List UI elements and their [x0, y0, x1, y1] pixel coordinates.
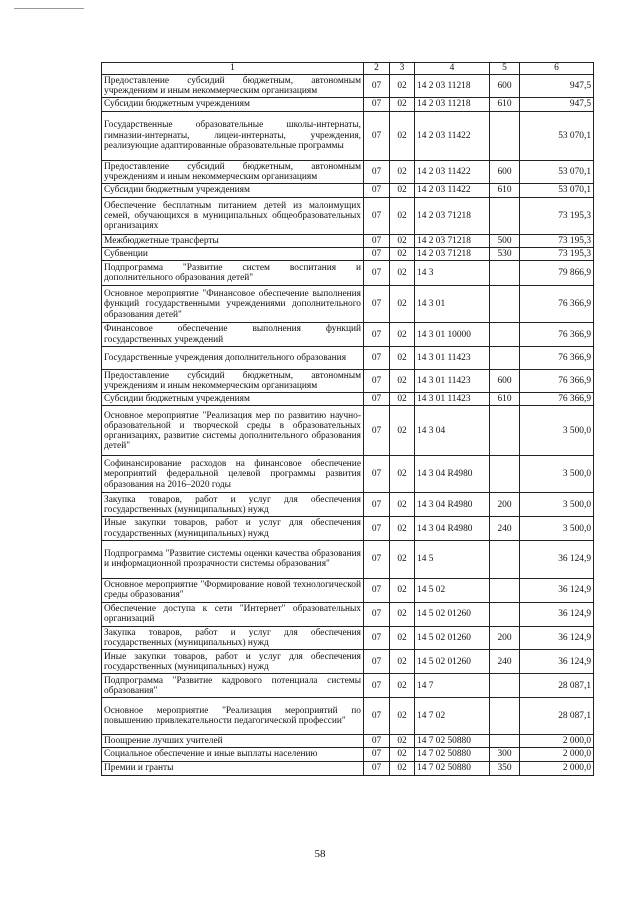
row-name-cell: Субсидии бюджетным учреждениям	[102, 393, 364, 406]
row-amount-cell: 3 500,0	[520, 456, 594, 493]
row-expense-type-cell	[490, 735, 520, 748]
row-target-article-cell: 14 5	[415, 540, 490, 578]
row-expense-type-cell: 610	[490, 98, 520, 111]
row-target-article-cell: 14 2 03 71218	[415, 235, 490, 248]
row-subsection-cell: 02	[390, 735, 415, 748]
row-name-cell: Иные закупки товаров, работ и услуг для обеспечения государственных (муниципальных) нужд	[102, 517, 364, 540]
table-row	[102, 198, 594, 235]
row-amount-cell: 28 087,1	[520, 674, 594, 698]
row-amount-cell: 36 124,9	[520, 540, 594, 578]
row-target-article-cell: 14 7 02 50880	[415, 748, 490, 761]
header-col-5: 5	[490, 63, 520, 75]
row-expense-type-cell: 600	[490, 369, 520, 392]
table-row	[102, 748, 594, 761]
row-section-cell: 07	[364, 650, 390, 674]
row-subsection-cell: 02	[390, 748, 415, 761]
row-target-article-cell: 14 2 03 71218	[415, 248, 490, 261]
row-amount-cell: 947,5	[520, 75, 594, 98]
row-expense-type-cell	[490, 602, 520, 626]
row-section-cell: 07	[364, 248, 390, 261]
row-expense-type-cell: 300	[490, 748, 520, 761]
row-expense-type-cell: 600	[490, 160, 520, 183]
row-amount-cell: 2 000,0	[520, 735, 594, 748]
row-amount-cell: 76 366,9	[520, 369, 594, 392]
table-row	[102, 578, 594, 602]
row-amount-cell: 3 500,0	[520, 406, 594, 456]
row-amount-cell: 2 000,0	[520, 761, 594, 775]
table-row	[102, 248, 594, 261]
table-row	[102, 323, 594, 346]
row-target-article-cell: 14 3 01 11423	[415, 393, 490, 406]
row-name-cell: Основное мероприятие "Финансовое обеспечение выполнения функций государственными учреждениями дополнительного образования детей"	[102, 286, 364, 323]
row-expense-type-cell	[490, 674, 520, 698]
row-section-cell: 07	[364, 748, 390, 761]
row-name-cell: Основное мероприятие "Формирование новой технологической среды образования"	[102, 578, 364, 602]
row-target-article-cell: 14 5 02	[415, 578, 490, 602]
header-col-1: 1	[102, 63, 364, 75]
row-target-article-cell: 14 7 02	[415, 698, 490, 735]
row-target-article-cell: 14 7 02 50880	[415, 761, 490, 775]
table-row	[102, 75, 594, 98]
table-row	[102, 650, 594, 674]
row-section-cell: 07	[364, 626, 390, 649]
table-row	[102, 674, 594, 698]
row-section-cell: 07	[364, 235, 390, 248]
table-row	[102, 761, 594, 775]
row-subsection-cell: 02	[390, 323, 415, 346]
row-name-cell: Субсидии бюджетным учреждениям	[102, 184, 364, 198]
table-row	[102, 261, 594, 286]
table-row	[102, 346, 594, 369]
row-section-cell: 07	[364, 346, 390, 369]
row-expense-type-cell	[490, 198, 520, 235]
row-amount-cell: 36 124,9	[520, 578, 594, 602]
row-expense-type-cell: 600	[490, 75, 520, 98]
row-subsection-cell: 02	[390, 369, 415, 392]
row-amount-cell: 73 195,3	[520, 248, 594, 261]
table-row	[102, 393, 594, 406]
row-amount-cell: 947,5	[520, 98, 594, 111]
row-expense-type-cell: 500	[490, 235, 520, 248]
row-subsection-cell: 02	[390, 184, 415, 198]
row-amount-cell: 73 195,3	[520, 198, 594, 235]
row-subsection-cell: 02	[390, 761, 415, 775]
row-subsection-cell: 02	[390, 286, 415, 323]
row-name-cell: Межбюджетные трансферты	[102, 235, 364, 248]
row-amount-cell: 28 087,1	[520, 698, 594, 735]
row-subsection-cell: 02	[390, 248, 415, 261]
row-name-cell: Подпрограмма "Развитие систем воспитания и дополнительного образования детей"	[102, 261, 364, 286]
row-subsection-cell: 02	[390, 698, 415, 735]
row-section-cell: 07	[364, 98, 390, 111]
row-section-cell: 07	[364, 578, 390, 602]
row-subsection-cell: 02	[390, 650, 415, 674]
row-expense-type-cell	[490, 578, 520, 602]
row-target-article-cell: 14 3 04 R4980	[415, 493, 490, 517]
row-section-cell: 07	[364, 493, 390, 517]
row-section-cell: 07	[364, 323, 390, 346]
table-row	[102, 698, 594, 735]
row-section-cell: 07	[364, 393, 390, 406]
row-target-article-cell: 14 3 01 11423	[415, 369, 490, 392]
row-amount-cell: 76 366,9	[520, 323, 594, 346]
row-subsection-cell: 02	[390, 674, 415, 698]
row-section-cell: 07	[364, 111, 390, 160]
row-amount-cell: 73 195,3	[520, 235, 594, 248]
row-subsection-cell: 02	[390, 75, 415, 98]
row-target-article-cell: 14 3 01	[415, 286, 490, 323]
row-target-article-cell: 14 5 02 01260	[415, 650, 490, 674]
row-target-article-cell: 14 5 02 01260	[415, 602, 490, 626]
row-target-article-cell: 14 3 04 R4980	[415, 517, 490, 540]
row-target-article-cell: 14 2 03 11218	[415, 98, 490, 111]
table-row	[102, 111, 594, 160]
header-col-2: 2	[364, 63, 390, 75]
row-amount-cell: 3 500,0	[520, 493, 594, 517]
row-name-cell: Государственные образовательные школы-интернаты, гимназии-интернаты, лицеи-интернаты, учреждения, реализующие адаптированные образовательные программы	[102, 111, 364, 160]
row-subsection-cell: 02	[390, 198, 415, 235]
row-expense-type-cell: 610	[490, 393, 520, 406]
row-expense-type-cell: 200	[490, 626, 520, 649]
header-col-4: 4	[415, 63, 490, 75]
table-row	[102, 184, 594, 198]
row-subsection-cell: 02	[390, 261, 415, 286]
row-name-cell: Социальное обеспечение и иные выплаты населению	[102, 748, 364, 761]
row-subsection-cell: 02	[390, 602, 415, 626]
row-name-cell: Поощрение лучших учителей	[102, 735, 364, 748]
row-target-article-cell: 14 2 03 11422	[415, 184, 490, 198]
table-row	[102, 493, 594, 517]
row-section-cell: 07	[364, 406, 390, 456]
row-name-cell: Предоставление субсидий бюджетным, автономным учреждениям и иным некоммерческим организациям	[102, 369, 364, 392]
table-row	[102, 602, 594, 626]
row-subsection-cell: 02	[390, 346, 415, 369]
table-body	[102, 75, 594, 776]
row-name-cell: Основное мероприятие "Реализация мероприятий по повышению привлекательности педагогической профессии"	[102, 698, 364, 735]
row-amount-cell: 36 124,9	[520, 650, 594, 674]
row-expense-type-cell	[490, 111, 520, 160]
row-amount-cell: 36 124,9	[520, 602, 594, 626]
table-row	[102, 98, 594, 111]
table-row	[102, 235, 594, 248]
row-expense-type-cell	[490, 286, 520, 323]
row-expense-type-cell: 240	[490, 517, 520, 540]
table-row	[102, 160, 594, 183]
scan-edge-mark	[14, 8, 84, 9]
row-expense-type-cell: 610	[490, 184, 520, 198]
row-section-cell: 07	[364, 369, 390, 392]
row-subsection-cell: 02	[390, 393, 415, 406]
row-subsection-cell: 02	[390, 111, 415, 160]
row-section-cell: 07	[364, 286, 390, 323]
row-name-cell: Премии и гранты	[102, 761, 364, 775]
header-col-3: 3	[390, 63, 415, 75]
row-subsection-cell: 02	[390, 235, 415, 248]
row-expense-type-cell: 200	[490, 493, 520, 517]
table-header-row	[102, 63, 594, 75]
row-name-cell: Закупка товаров, работ и услуг для обеспечения государственных (муниципальных) нужд	[102, 626, 364, 649]
row-section-cell: 07	[364, 674, 390, 698]
row-expense-type-cell	[490, 540, 520, 578]
row-name-cell: Обеспечение доступа к сети "Интернет" образовательных организаций	[102, 602, 364, 626]
row-section-cell: 07	[364, 602, 390, 626]
row-subsection-cell: 02	[390, 626, 415, 649]
row-expense-type-cell: 240	[490, 650, 520, 674]
row-subsection-cell: 02	[390, 456, 415, 493]
row-name-cell: Государственные учреждения дополнительного образования	[102, 346, 364, 369]
row-subsection-cell: 02	[390, 406, 415, 456]
row-name-cell: Финансовое обеспечение выполнения функций государственных учреждений	[102, 323, 364, 346]
row-target-article-cell: 14 2 03 11218	[415, 75, 490, 98]
row-target-article-cell: 14 5 02 01260	[415, 626, 490, 649]
row-section-cell: 07	[364, 456, 390, 493]
row-target-article-cell: 14 3	[415, 261, 490, 286]
row-section-cell: 07	[364, 184, 390, 198]
row-name-cell: Предоставление субсидий бюджетным, автономным учреждениям и иным некоммерческим организациям	[102, 75, 364, 98]
row-target-article-cell: 14 3 04	[415, 406, 490, 456]
row-section-cell: 07	[364, 735, 390, 748]
row-target-article-cell: 14 7 02 50880	[415, 735, 490, 748]
row-target-article-cell: 14 2 03 11422	[415, 160, 490, 183]
row-section-cell: 07	[364, 198, 390, 235]
row-name-cell: Закупка товаров, работ и услуг для обеспечения государственных (муниципальных) нужд	[102, 493, 364, 517]
row-section-cell: 07	[364, 160, 390, 183]
row-target-article-cell: 14 3 01 11423	[415, 346, 490, 369]
table-row	[102, 540, 594, 578]
row-target-article-cell: 14 2 03 71218	[415, 198, 490, 235]
row-name-cell: Предоставление субсидий бюджетным, автономным учреждениям и иным некоммерческим организациям	[102, 160, 364, 183]
row-expense-type-cell	[490, 346, 520, 369]
row-subsection-cell: 02	[390, 98, 415, 111]
row-expense-type-cell	[490, 698, 520, 735]
row-amount-cell: 53 070,1	[520, 184, 594, 198]
row-expense-type-cell	[490, 323, 520, 346]
table-row	[102, 626, 594, 649]
row-name-cell: Субвенции	[102, 248, 364, 261]
row-name-cell: Основное мероприятие "Реализация мер по развитию научно-образовательной и творческой среды в образовательных организациях, развитие системы дополнительного образования детей"	[102, 406, 364, 456]
row-expense-type-cell	[490, 261, 520, 286]
row-section-cell: 07	[364, 540, 390, 578]
row-subsection-cell: 02	[390, 493, 415, 517]
row-amount-cell: 53 070,1	[520, 111, 594, 160]
row-subsection-cell: 02	[390, 578, 415, 602]
page-number: 58	[314, 848, 326, 860]
table-row	[102, 517, 594, 540]
row-amount-cell: 2 000,0	[520, 748, 594, 761]
row-expense-type-cell	[490, 406, 520, 456]
header-col-6: 6	[520, 63, 594, 75]
row-name-cell: Подпрограмма "Развитие системы оценки качества образования и информационной прозрачности системы образования"	[102, 540, 364, 578]
row-amount-cell: 76 366,9	[520, 393, 594, 406]
row-name-cell: Обеспечение бесплатным питанием детей из малоимущих семей, обучающихся в муниципальных общеобразовательных организациях	[102, 198, 364, 235]
row-amount-cell: 76 366,9	[520, 286, 594, 323]
row-expense-type-cell: 530	[490, 248, 520, 261]
row-amount-cell: 76 366,9	[520, 346, 594, 369]
row-subsection-cell: 02	[390, 540, 415, 578]
row-name-cell: Подпрограмма "Развитие кадрового потенциала системы образования"	[102, 674, 364, 698]
row-amount-cell: 79 866,9	[520, 261, 594, 286]
row-name-cell: Софинансирование расходов на финансовое обеспечение мероприятий федеральной целевой программы развития образования на 2016–2020 годы	[102, 456, 364, 493]
row-name-cell: Иные закупки товаров, работ и услуг для обеспечения государственных (муниципальных) нужд	[102, 650, 364, 674]
table-row	[102, 456, 594, 493]
row-section-cell: 07	[364, 761, 390, 775]
row-name-cell: Субсидии бюджетным учреждениям	[102, 98, 364, 111]
row-target-article-cell: 14 3 01 10000	[415, 323, 490, 346]
row-section-cell: 07	[364, 261, 390, 286]
table-row	[102, 369, 594, 392]
budget-table	[101, 62, 594, 776]
row-section-cell: 07	[364, 698, 390, 735]
row-amount-cell: 36 124,9	[520, 626, 594, 649]
row-subsection-cell: 02	[390, 517, 415, 540]
row-amount-cell: 53 070,1	[520, 160, 594, 183]
row-target-article-cell: 14 7	[415, 674, 490, 698]
table-row	[102, 406, 594, 456]
row-subsection-cell: 02	[390, 160, 415, 183]
table-row	[102, 286, 594, 323]
row-section-cell: 07	[364, 517, 390, 540]
row-target-article-cell: 14 2 03 11422	[415, 111, 490, 160]
row-section-cell: 07	[364, 75, 390, 98]
row-expense-type-cell: 350	[490, 761, 520, 775]
table-row	[102, 735, 594, 748]
row-amount-cell: 3 500,0	[520, 517, 594, 540]
row-expense-type-cell	[490, 456, 520, 493]
row-target-article-cell: 14 3 04 R4980	[415, 456, 490, 493]
